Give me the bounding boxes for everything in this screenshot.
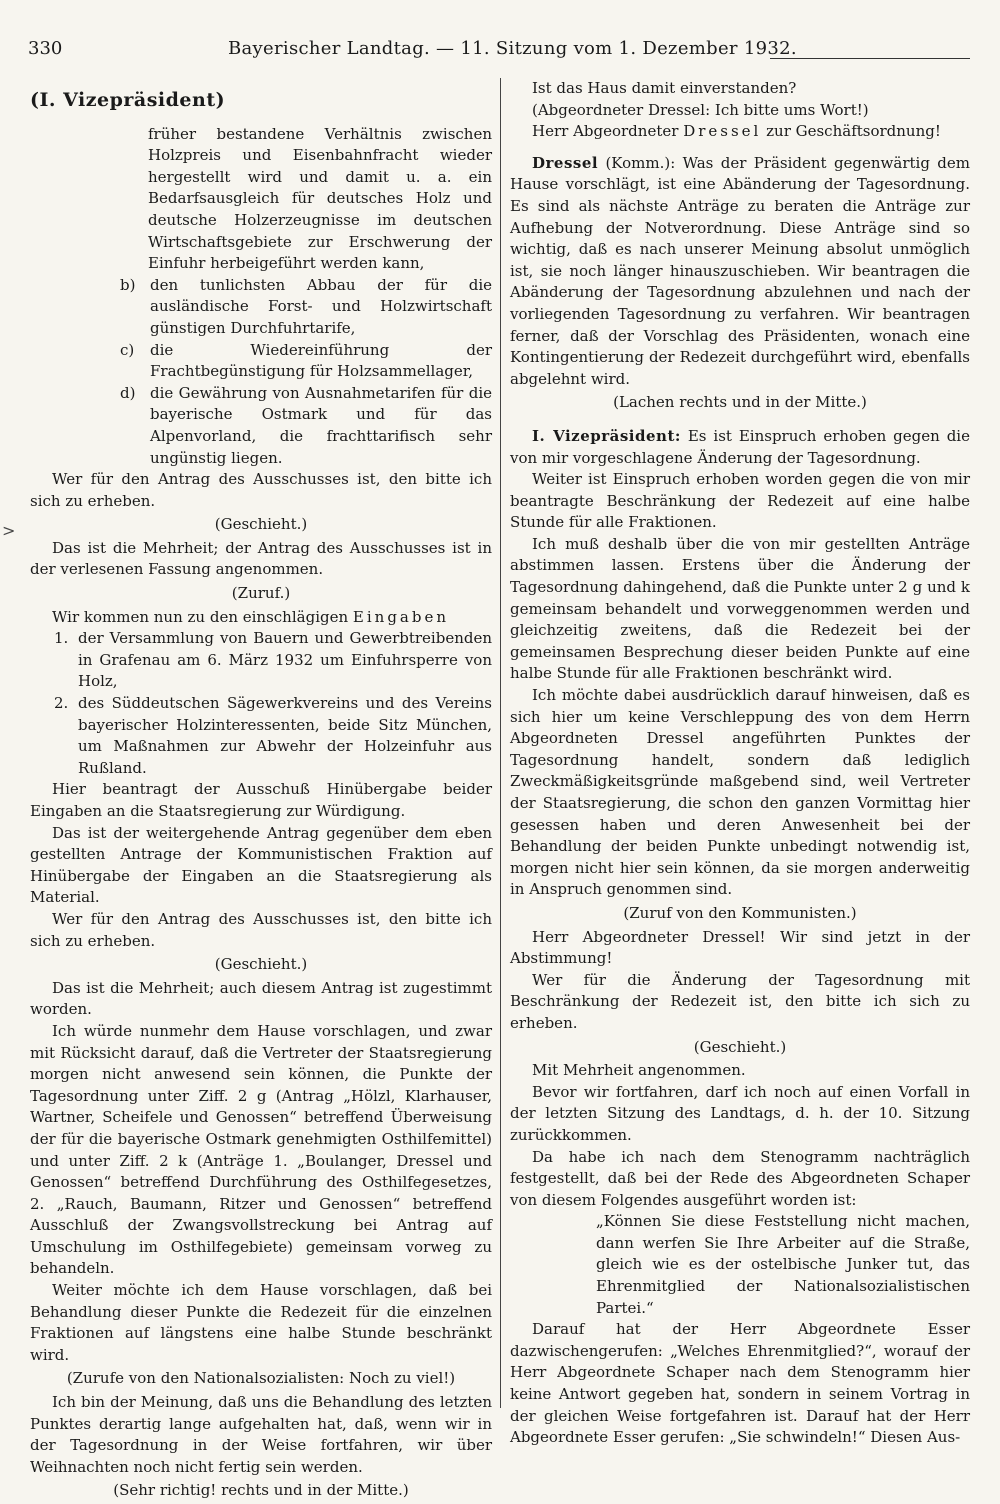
stage-direction: (Zuruf von den Kommunisten.) — [623, 903, 857, 922]
paragraph: Hier beantragt der Ausschuß Hinübergabe beider Eingaben an die Staatsregierung zur Würdigung. — [30, 780, 492, 820]
paragraph: Wer für die Änderung der Tagesordnung mit Beschränkung der Redezeit ist, den bitte ich sich zu erheben. — [510, 970, 970, 1032]
continued-text: früher bestandene Verhältnis zwischen Holzpreis und Eisenbahnfracht wieder hergestellt wird und damit u. a. ein Bedarfsausgleich für deutsches Holz und deutsche Holzerzeugnisse im deutschen Wirtschaftsgebiete zur Erschwerung der Einfuhr herbeigeführt werden kann, — [148, 124, 492, 273]
spaced-name: Dressel — [683, 122, 762, 141]
spaced-term: Eingaben — [352, 607, 450, 626]
column-divider — [500, 78, 501, 1408]
list-item-text: den tunlichsten Abbau der für die ausländische Forst- und Holzwirtschaft günstigen Durchfuhrtarife, — [150, 275, 492, 337]
list-item — [30, 628, 492, 693]
list-item — [30, 340, 492, 383]
speaker-name: I. Vizepräsident: — [532, 426, 681, 445]
paragraph: Das ist die Mehrheit; auch diesem Antrag ist zugestimmt worden. — [30, 978, 492, 1019]
stage-direction: (Geschieht.) — [214, 515, 308, 534]
paragraph: Ich bin der Meinung, daß uns die Behandlung des letzten Punktes derartig lange aufgehalten hat, daß, wenn wir in der Tagesordnung in der Weise fortfahren, wir über Weihnachten noch nicht fertig sein werden. — [30, 1393, 492, 1476]
margin-mark: > — [2, 521, 16, 540]
stage-direction: (Lachen rechts und in der Mitte.) — [613, 393, 867, 412]
stage-direction: (Geschieht.) — [214, 955, 308, 974]
paragraph: Wer für den Antrag des Ausschusses ist, den bitte ich sich zu erheben. — [30, 909, 492, 950]
list-item-text: der Versammlung von Bauern und Gewerbtreibenden in Grafenau am 6. März 1932 um Einfuhrsperre von Holz, — [78, 629, 492, 691]
paragraph — [30, 607, 492, 629]
paragraph-text: zur Geschäftsordnung! — [766, 122, 941, 141]
list-item — [30, 693, 492, 779]
speech-text: (Komm.): Was der Präsident gegenwärtig dem Hause vorschlägt, ist eine Abänderung der Tagesordnung. Es sind als nächste Anträge zu beraten die Anträge zur Aufhebung der Notverordnung. Diese Anträge sind so wichtig, daß es nach unserer Meinung absolut unmöglich ist, sie noch länger hinauszuschieben. Wir beantragen die Abänderung der Tagesordnung abzulehnen und nach der vorliegenden Tagesordnung zu verfahren. Wir beantragen ferner, daß der Vorschlag des Präsidenten, wonach eine Kontingentierung der Redezeit durchgeführt wird, ebenfalls abgelehnt wird. — [510, 153, 970, 388]
paragraph: Herr Abgeordneter Dressel! Wir sind jetzt in der Abstimmung! — [510, 927, 970, 968]
section-heading: (I. Vizepräsident) — [30, 89, 226, 111]
paragraph: Bevor wir fortfahren, darf ich noch auf einen Vorfall in der letzten Sitzung des Landtags, d. h. der 10. Sitzung zurückkommen. — [510, 1082, 970, 1144]
paragraph: Mit Mehrheit angenommen. — [532, 1061, 746, 1080]
paragraph: Ich würde nunmehr dem Hause vorschlagen, und zwar mit Rücksicht darauf, daß die Vertreter der Staatsregierung morgen nicht anwesend sein können, die Punkte der Tagesordnung unter Ziff. 2 g (Antrag „Hölzl, Klarhauser, Wartner, Scheifele und Genossen“ betreffend Überweisung der für die bayerische Ostmark genehmigten Osthilfemittel) und unter Ziff. 2 k (Anträge 1. „Boulanger, Dressel und Genossen“ betreffend Durchführung des Osthilfegesetzes, 2. „Rauch, Baumann, Ritzer und Genossen“ betreffend Ausschluß der Zwangsvollstreckung bei Antrag auf Umschulung im Osthilfegebiete) gemeinsam vorweg zu behandeln. — [30, 1021, 492, 1278]
speech-paragraph — [510, 153, 970, 391]
stage-direction: (Sehr richtig! rechts und in der Mitte.) — [113, 1481, 409, 1500]
list-marker: b) — [120, 275, 136, 294]
paragraph: Das ist der weitergehende Antrag gegenüber dem eben gestellten Antrage der Kommunistischen Fraktion auf Hinübergabe der Eingaben an die Staatsregierung als Material. — [30, 823, 492, 907]
list-item — [30, 383, 492, 469]
paragraph: Wer für den Antrag des Ausschusses ist, den bitte ich sich zu erheben. — [30, 470, 492, 510]
speech-paragraph — [510, 426, 970, 469]
paragraph: Weiter möchte ich dem Hause vorschlagen, daß bei Behandlung dieser Punkte die Redezeit für die einzelnen Fraktionen auf längstens eine halbe Stunde beschränkt wird. — [30, 1281, 492, 1364]
right-column — [510, 78, 970, 1449]
left-column — [30, 78, 492, 1504]
block-quote: „Können Sie diese Feststellung nicht machen, dann werfen Sie Ihre Arbeiter auf die Straße, gleich wie es der ostelbische Junker tut, das Ehrenmitglied der Nationalsozialistischen Partei.“ — [596, 1212, 970, 1317]
paragraph: Da habe ich nach dem Stenogramm nachträglich festgestellt, daß bei der Rede des Abgeordneten Schaper von diesem Folgendes ausgeführt worden ist: — [510, 1147, 970, 1209]
list-item-text: die Wiedereinführung der Frachtbegünstigung für Holzsammellager, — [150, 340, 492, 381]
spacer — [510, 143, 970, 153]
list-item — [30, 275, 492, 340]
list-marker: d) — [120, 383, 136, 402]
page-number: 330 — [28, 38, 63, 59]
spacer — [510, 416, 970, 426]
paragraph: Ist das Haus damit einverstanden? — [532, 79, 797, 97]
paragraph: Ich möchte dabei ausdrücklich darauf hinweisen, daß es sich hier um keine Verschleppung des von dem Herrn Abgeordneten Dressel angeführten Punktes der Tagesordnung handelt, sondern daß lediglich Zweckmäßigkeitsgründe maßgebend sind, weil Vertreter der Staatsregierung, die schon den ganzen Vormittag hier gesessen haben und deren Anwesenheit bei der Behandlung der beiden Punkte unbedingt notwendig ist, morgen nicht hier sein können, da sie morgen anderweitig in Anspruch genommen sind. — [510, 686, 970, 899]
paragraph — [510, 121, 970, 143]
list-item-text: die Gewährung von Ausnahmetarifen für die bayerische Ostmark und für das Alpenvorland, die frachttarifisch sehr ungünstig liegen. — [150, 383, 492, 467]
paragraph: Das ist die Mehrheit; der Antrag des Ausschusses ist in der verlesenen Fassung angenommen. — [30, 538, 492, 579]
stage-direction: (Geschieht.) — [693, 1037, 787, 1056]
list-marker: 1. — [54, 629, 69, 648]
running-title: Bayerischer Landtag. — 11. Sitzung vom 1. Dezember 1932. — [228, 38, 797, 59]
paragraph: Ich muß deshalb über die von mir gestellten Anträge abstimmen lassen. Erstens über die Änderung der Tagesordnung dahingehend, daß die Punkte unter 2 g und k gemeinsam behandelt und vorweggenommen werden und gleichzeitig zweitens, daß die Redezeit bei der gemeinsamen Besprechung dieser beiden Punkte auf eine halbe Stunde für alle Fraktionen beschränkt wird. — [510, 534, 970, 683]
paragraph-text: Herr Abgeordneter — [532, 122, 679, 141]
header-rule — [770, 58, 970, 59]
interjection: (Abgeordneter Dressel: Ich bitte ums Wort!) — [532, 100, 869, 119]
list-marker: 2. — [54, 694, 69, 713]
list-item-text: des Süddeutschen Sägewerkvereins und des Vereins bayerischer Holzinteressenten, beide Sitz München, um Maßnahmen zur Abwehr der Holzeinfuhr aus Rußland. — [78, 694, 492, 777]
list-marker: c) — [120, 340, 135, 359]
paragraph: Weiter ist Einspruch erhoben worden gegen die von mir beantragte Beschränkung der Redezeit auf eine halbe Stunde für alle Fraktionen. — [510, 470, 970, 532]
stage-direction: (Zuruf.) — [231, 584, 291, 603]
speech-text: Es ist Einspruch erhoben gegen die von mir vorgeschlagene Änderung der Tagesordnung. — [510, 426, 970, 467]
paragraph-text: Wir kommen nun zu den einschlägigen — [52, 607, 349, 626]
paragraph: Darauf hat der Herr Abgeordnete Esser dazwischengerufen: „Welches Ehrenmitglied?“, worauf der Herr Abgeordnete Schaper nach dem Stenogramm hier keine Antwort gegeben hat, sondern in seinem Vortrag in der gleichen Weise fortgefahren ist. Darauf hat der Herr Abgeordnete Esser gerufen: „Sie schwindeln!“ Diesen Aus- — [510, 1320, 970, 1447]
stage-direction: (Zurufe von den Nationalsozialisten: Noch zu viel!) — [66, 1369, 456, 1388]
speaker-name: Dressel — [532, 153, 599, 172]
